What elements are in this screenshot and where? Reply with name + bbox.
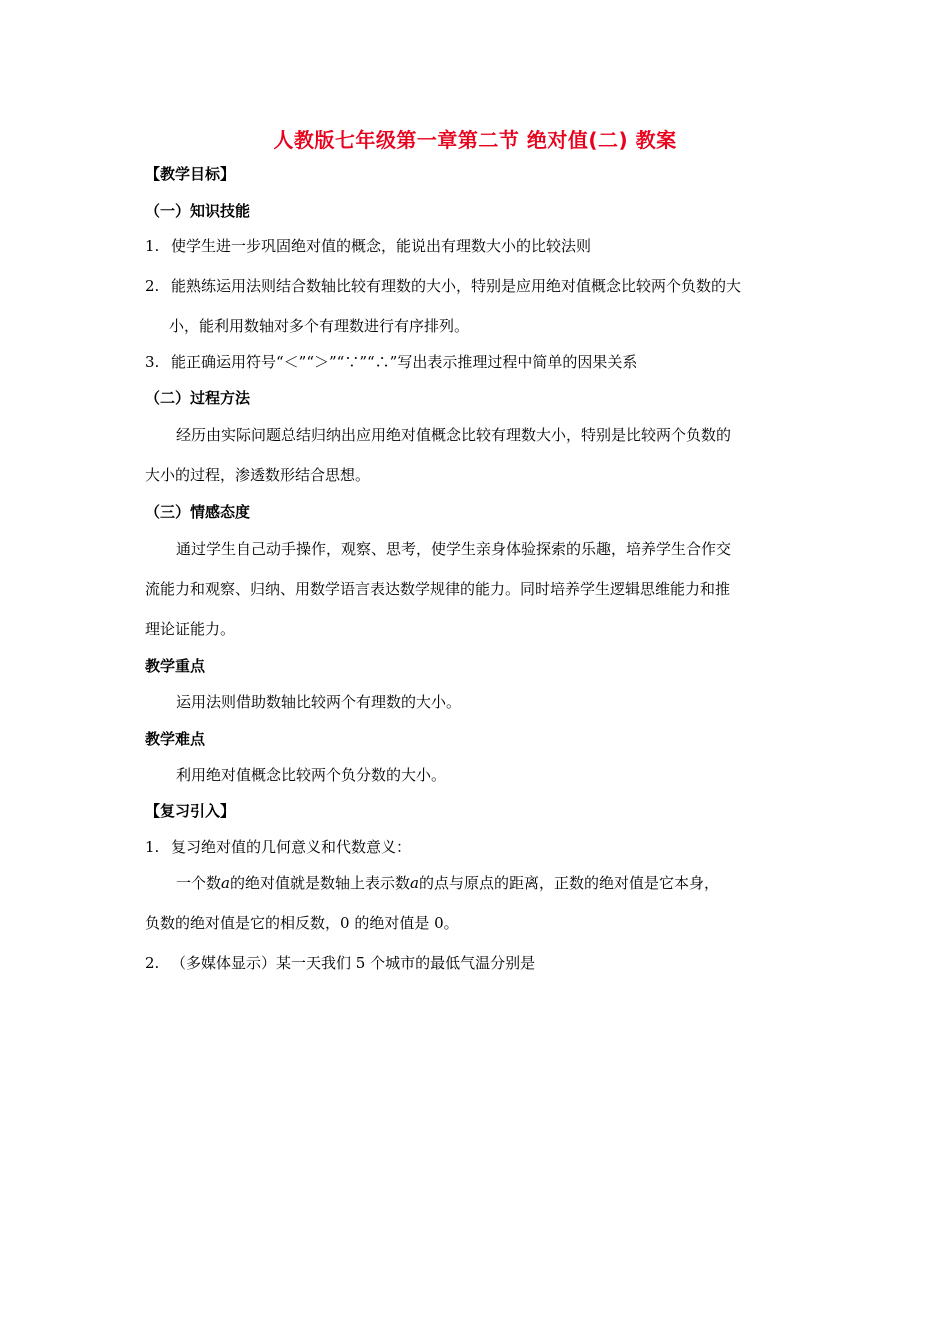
review-heading: 【复习引入】	[145, 802, 236, 820]
knowledge-item-1	[145, 236, 815, 256]
difficulty-heading: 教学难点	[145, 730, 206, 748]
knowledge-item-2	[145, 276, 815, 296]
item-number: 2.	[145, 277, 160, 295]
variable-a: a	[221, 874, 230, 892]
item-text: 能熟练运用法则结合数轴比较有理数的大小，特别是应用绝对值概念比较两个负数的大	[171, 277, 742, 295]
definition-text: 的绝对值就是数轴上表示数	[229, 874, 410, 892]
key-point-text: 运用法则借助数轴比较两个有理数的大小。	[176, 693, 462, 711]
definition-line-2: 负数的绝对值是它的相反数，0 的绝对值是 0。	[145, 914, 459, 932]
document-title: 人教版七年级第一章第二节 绝对值(二) 教案	[273, 128, 677, 152]
definition-text: 一个数	[176, 874, 222, 892]
key-point-heading: 教学重点	[145, 657, 206, 675]
item-number: 1.	[145, 838, 160, 856]
definition-line-1	[176, 873, 846, 893]
objectives-heading: 【教学目标】	[145, 165, 236, 183]
review-item-2	[145, 953, 815, 973]
variable-a: a	[409, 874, 419, 892]
definition-text: 的点与原点的距离，正数的绝对值是它本身，	[418, 874, 719, 892]
knowledge-heading: （一）知识技能	[145, 202, 251, 220]
item-text: （多媒体显示）某一天我们 5 个城市的最低气温分别是	[171, 954, 536, 972]
item-number: 1.	[145, 237, 160, 255]
emotion-line-3: 理论证能力。	[145, 620, 236, 638]
knowledge-item-2-continued: 小，能利用数轴对多个有理数进行有序排列。	[169, 317, 470, 335]
emotion-line-1: 通过学生自己动手操作，观察、思考，使学生亲身体验探索的乐趣，培养学生合作交	[176, 540, 732, 558]
difficulty-text: 利用绝对值概念比较两个负分数的大小。	[176, 766, 447, 784]
emotion-heading: （三）情感态度	[145, 503, 251, 521]
item-text: 复习绝对值的几何意义和代数意义：	[171, 838, 412, 856]
emotion-line-2: 流能力和观察、归纳、用数学语言表达数学规律的能力。同时培养学生逻辑思维能力和推	[145, 580, 731, 598]
item-number: 2.	[145, 954, 160, 972]
item-number: 3.	[145, 353, 160, 371]
review-item-1	[145, 837, 815, 857]
process-line-2: 大小的过程，渗透数形结合思想。	[145, 466, 371, 484]
item-text: 使学生进一步巩固绝对值的概念，能说出有理数大小的比较法则	[171, 237, 592, 255]
item-text: 能正确运用符号“＜”“＞”“∵”“∴”写出表示推理过程中简单的因果关系	[171, 353, 638, 371]
knowledge-item-3	[145, 352, 815, 372]
process-line-1: 经历由实际问题总结归纳出应用绝对值概念比较有理数大小，特别是比较两个负数的	[176, 426, 732, 444]
process-heading: （二）过程方法	[145, 389, 251, 407]
